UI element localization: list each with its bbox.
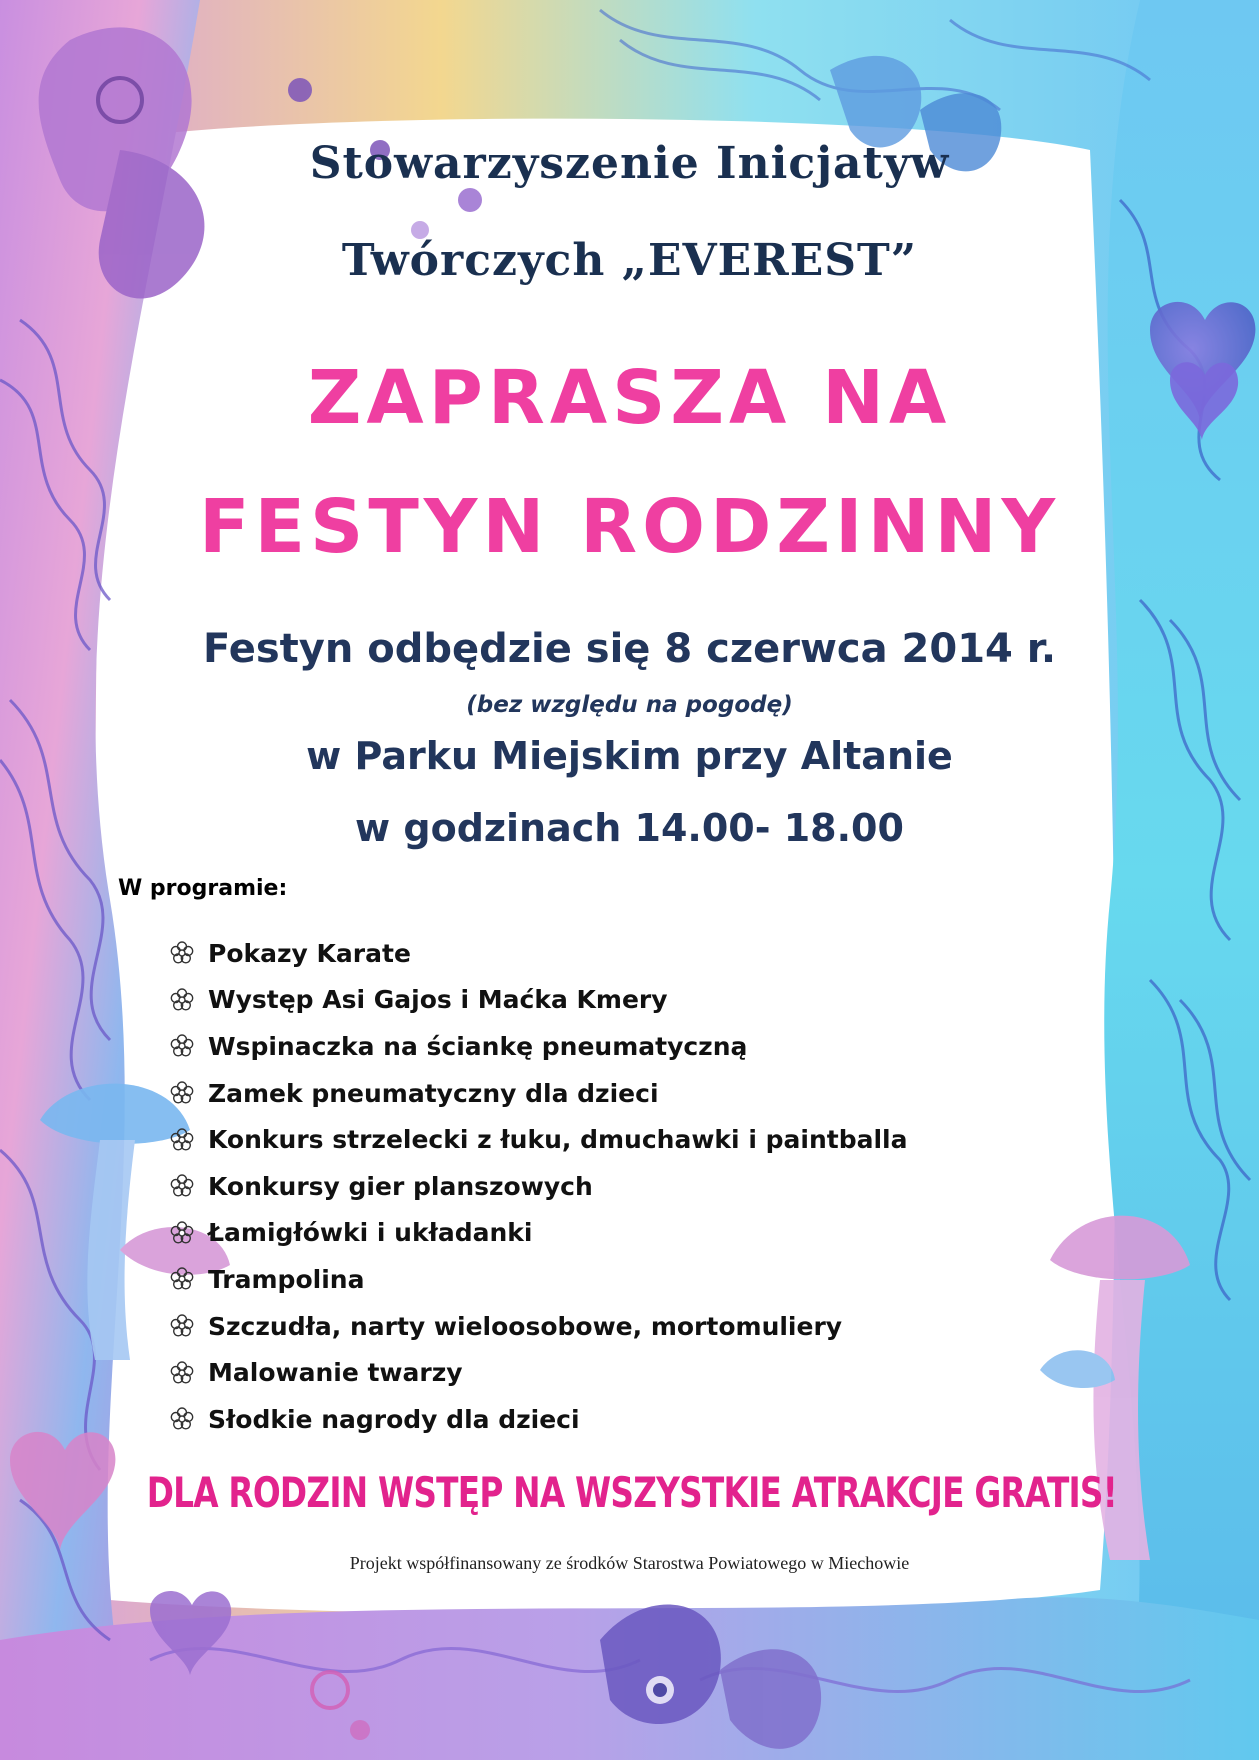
program-label: W programie:: [118, 876, 288, 901]
flower-bullet-icon: [168, 1405, 196, 1433]
flower-bullet-icon: [168, 1172, 196, 1200]
free-entry-banner: DLA RODZIN WSTĘP NA WSZYSTKIE ATRAKCJE GRATIS!: [146, 1468, 1117, 1517]
organizer-name-line-2: Twórczych „EVEREST”: [341, 235, 918, 286]
program-item: Występ Asi Gajos i Maćka Kmery: [168, 977, 1148, 1024]
organizer-name-line-1: Stowarzyszenie Inicjatyw: [309, 138, 950, 189]
headline-line-1: ZAPRASZA NA: [307, 355, 952, 441]
program-item: Wspinaczka na ściankę pneumatyczną: [168, 1023, 1148, 1070]
program-item: Słodkie nagrody dla dzieci: [168, 1396, 1148, 1443]
flower-bullet-icon: [168, 1032, 196, 1060]
weather-note: (bez względu na pogodę): [466, 692, 793, 718]
flower-bullet-icon: [168, 1312, 196, 1340]
flower-bullet-icon: [168, 986, 196, 1014]
headline-line-2: FESTYN RODZINNY: [198, 484, 1061, 570]
program-item: Łamigłówki i układanki: [168, 1210, 1148, 1257]
program-item: Zamek pneumatyczny dla dzieci: [168, 1070, 1148, 1117]
flower-bullet-icon: [168, 1219, 196, 1247]
program-item: Konkursy gier planszowych: [168, 1163, 1148, 1210]
flower-bullet-icon: [168, 1265, 196, 1293]
event-date: Festyn odbędzie się 8 czerwca 2014 r.: [202, 626, 1057, 672]
program-list: [168, 930, 1148, 1443]
flower-bullet-icon: [168, 1126, 196, 1154]
program-item: Szczudła, narty wieloosobowe, mortomuliery: [168, 1303, 1148, 1350]
program-item: Pokazy Karate: [168, 930, 1148, 977]
program-item: Trampolina: [168, 1256, 1148, 1303]
funding-note: Projekt współfinansowany ze środków Starostwa Powiatowego w Miechowie: [349, 1553, 910, 1573]
flower-bullet-icon: [168, 1079, 196, 1107]
program-item: Malowanie twarzy: [168, 1349, 1148, 1396]
program-item: Konkurs strzelecki z łuku, dmuchawki i paintballa: [168, 1116, 1148, 1163]
flower-bullet-icon: [168, 939, 196, 967]
flower-bullet-icon: [168, 1359, 196, 1387]
event-hours: w godzinach 14.00- 18.00: [355, 806, 904, 850]
event-place: w Parku Miejskim przy Altanie: [306, 734, 953, 778]
